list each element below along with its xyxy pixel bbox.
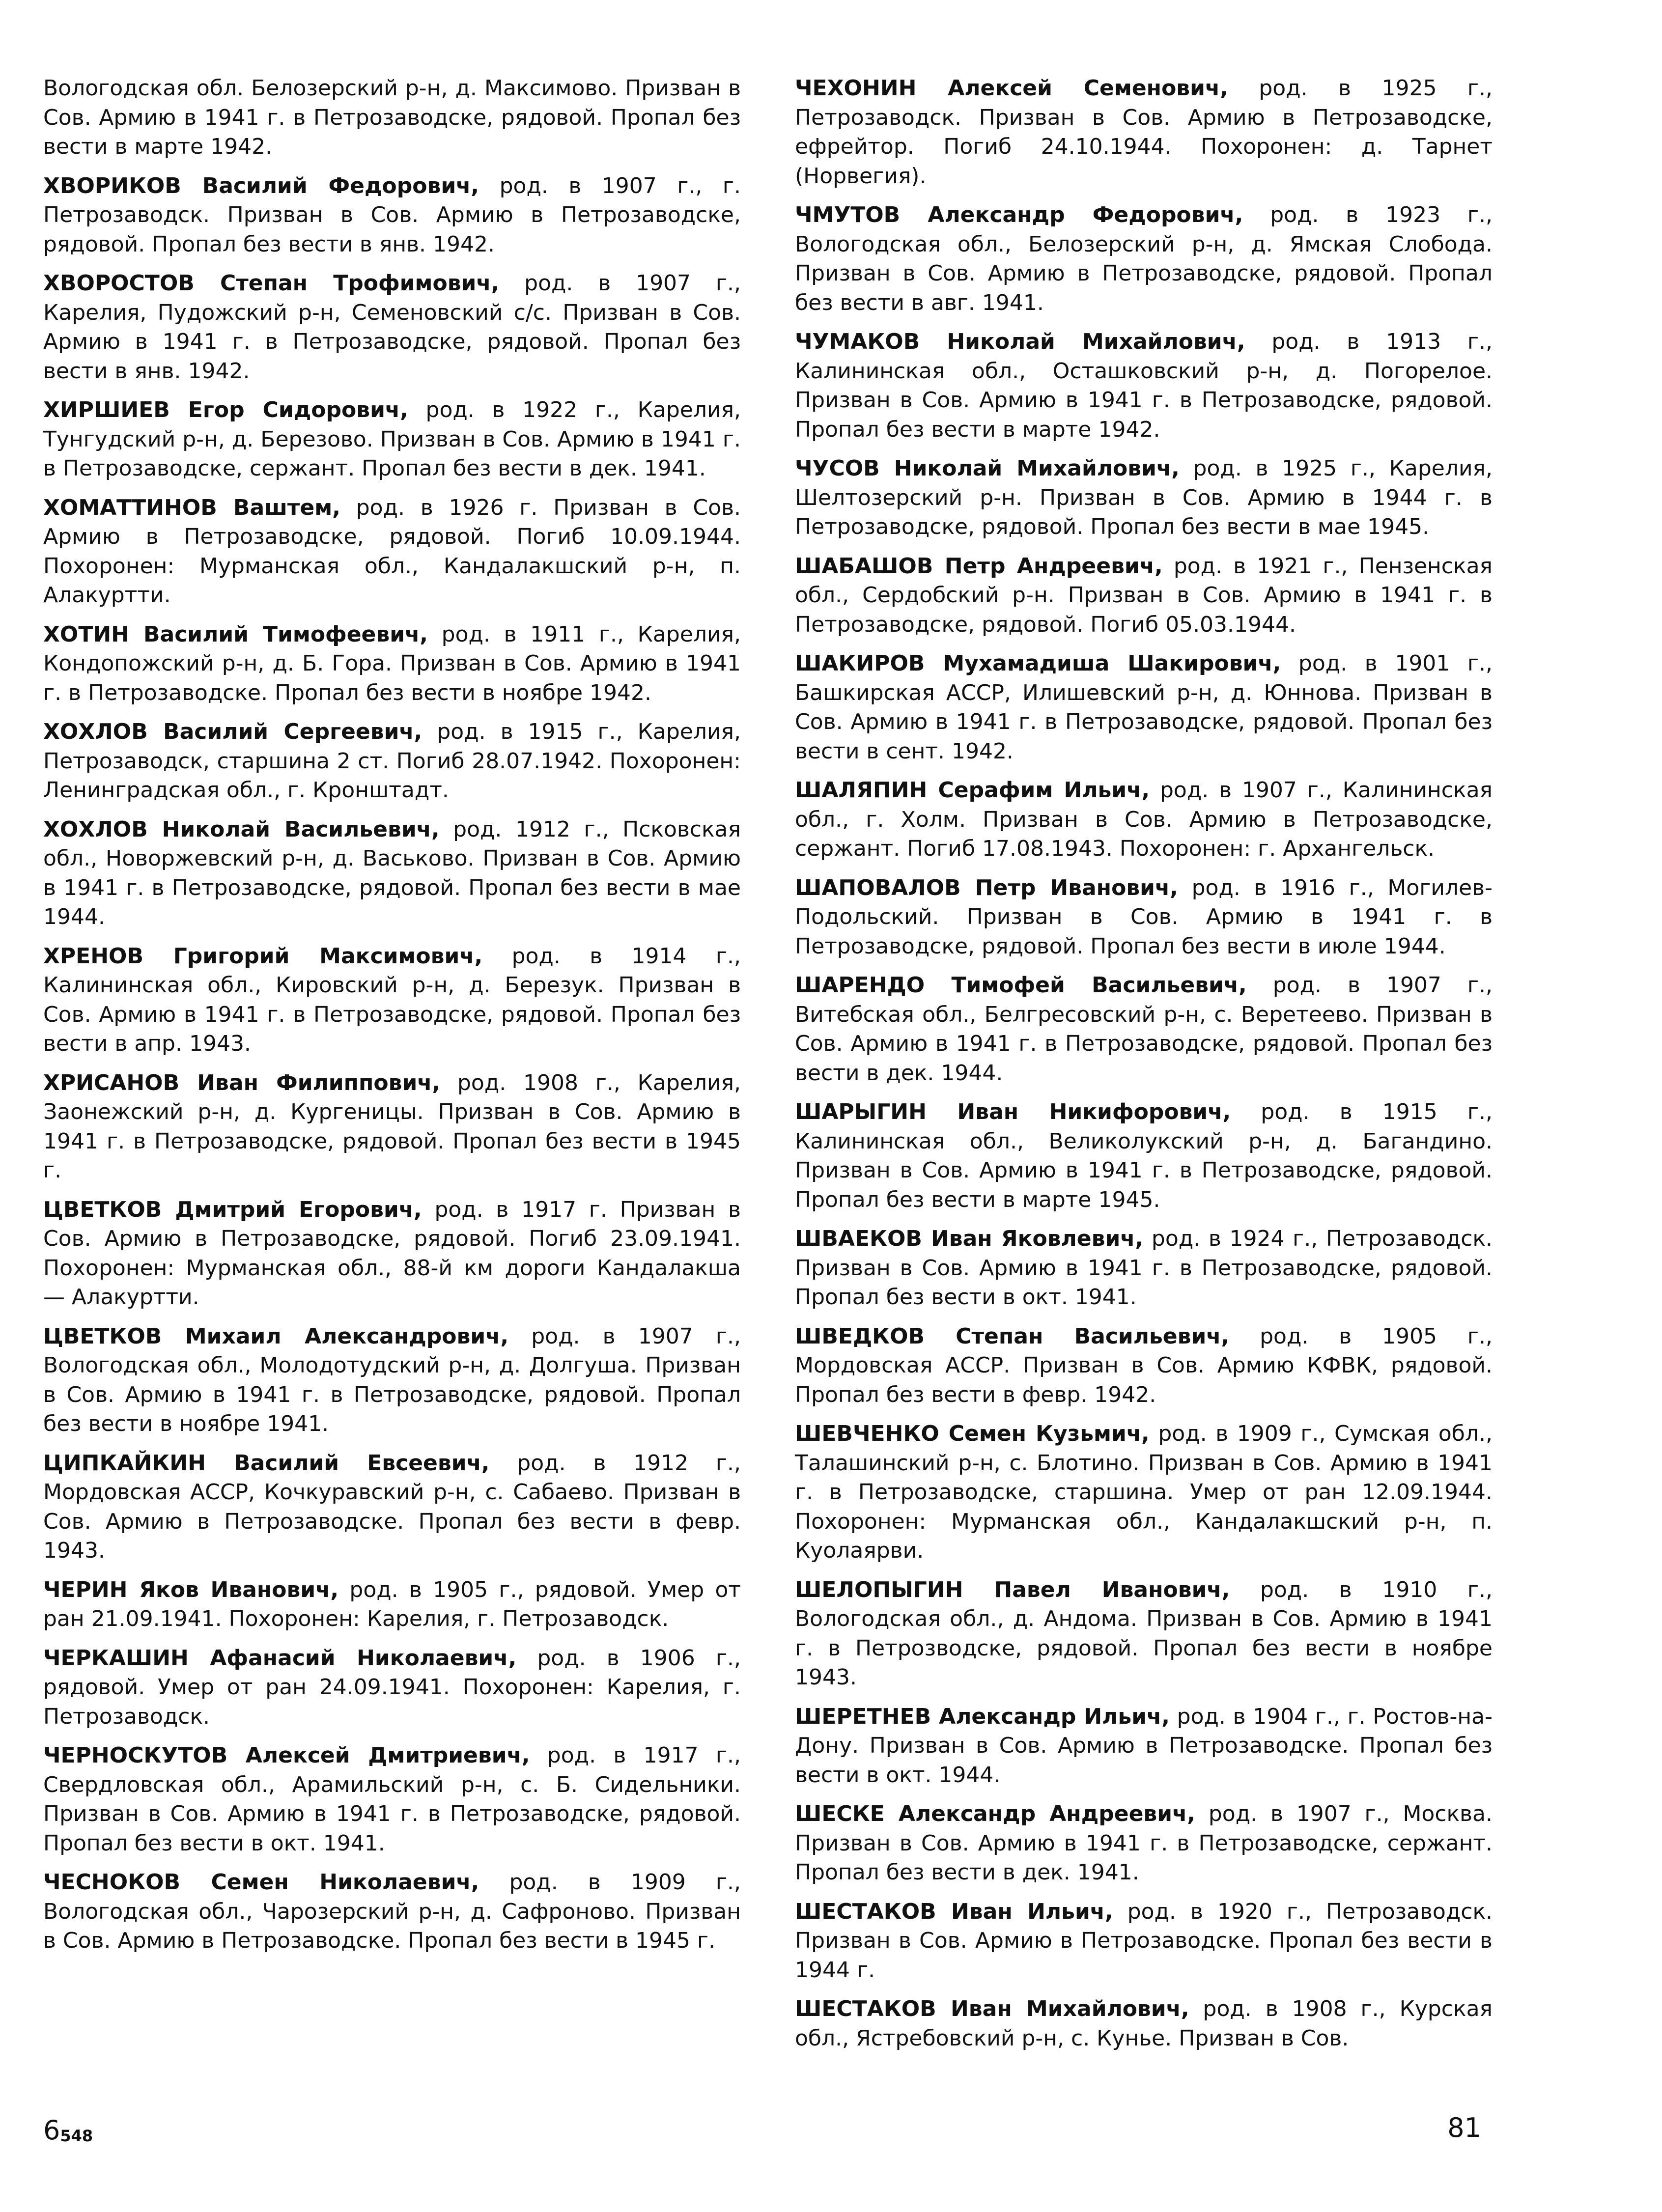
biography-entry [795, 1702, 1493, 1790]
entry-name: ЦВЕТКОВ Дмитрий Егорович, [43, 1197, 422, 1222]
entry-text: род. в 1913 г., Калининская обл., Осташковский р-н, д. Погорелое. Призван в Сов. Армию в 1941 г. в Петрозаводске, рядовой. Пропал без вести в марте 1942. [795, 329, 1493, 442]
entry-name: ШЕСТАКОВ Иван Михайлович, [795, 1996, 1189, 2021]
entry-text: род. в 1921 г., Пензенская обл., Сердобский р-н. Призван в Сов. Армию в 1941 г. в Петрозаводске, рядовой. Погиб 05.03.1944. [795, 553, 1493, 637]
biography-entry [795, 1575, 1493, 1692]
biography-entry [43, 1741, 741, 1858]
entry-name: ШАРЫГИН Иван Никифорович, [795, 1099, 1231, 1124]
biography-entry [795, 971, 1493, 1088]
biography-entry [795, 1097, 1493, 1214]
entry-text: род. в 1914 г., Калининская обл., Кировский р-н, д. Березук. Призван в Сов. Армию в 1941 г. в Петрозаводске, рядовой. Пропал без вести в апр. 1943. [43, 943, 741, 1056]
right-column [795, 74, 1493, 2063]
signature-number: 6 [43, 2115, 60, 2146]
entry-name: ШЕЛОПЫГИН Павел Иванович, [795, 1577, 1230, 1602]
page-number: 81 [1447, 2112, 1481, 2143]
entry-name: ЦИПКАЙКИН Василий Евсеевич, [43, 1450, 490, 1476]
entry-text: род. в 1912 г., Мордовская АССР, Кочкуравский р-н, с. Сабаево. Призван в Сов. Армию в Петрозаводске. Пропал без вести в февр. 1943. [43, 1450, 741, 1563]
entry-text: род. в 1915 г., Калининская обл., Великолукский р-н, д. Багандино. Призван в Сов. Армию в 1941 г. в Петрозаводске, рядовой. Пропал без вести в марте 1945. [795, 1099, 1493, 1212]
entry-text: род. в 1924 г., Петрозаводск. Призван в Сов. Армию в 1941 г. в Петрозаводске, рядовой. Пропал без вести в окт. 1941. [795, 1226, 1493, 1310]
entry-text: род. в 1906 г., рядовой. Умер от ран 24.09.1941. Похоронен: Карелия, г. Петрозаводск. [43, 1645, 741, 1729]
entry-text: род. в 1905 г., Мордовская АССР. Призван в Сов. Армию КФВК, рядовой. Пропал без вести в февр. 1942. [795, 1323, 1493, 1407]
entry-text: род. в 1907 г., Москва. Призван в Сов. Армию в 1941 г. в Петрозаводске, сержант. Пропал без вести в дек. 1941. [795, 1801, 1493, 1885]
entry-name: ШВАЕКОВ Иван Яковлевич, [795, 1226, 1144, 1251]
entry-name: ШАРЕНДО Тимофей Васильевич, [795, 973, 1247, 998]
entry-name: ЧМУТОВ Александр Федорович, [795, 202, 1243, 227]
biography-entry [795, 74, 1493, 191]
biography-entry [43, 717, 741, 805]
entry-text: род. в 1920 г., Петрозаводск. Призван в Сов. Армию в Петрозаводске. Пропал без вести в 1944 г. [795, 1899, 1493, 1983]
biography-entry [795, 552, 1493, 640]
biography-entry [43, 1195, 741, 1312]
entry-name: ШЕСКЕ Александр Андреевич, [795, 1801, 1196, 1826]
entry-text: род. в 1907 г., Вологодская обл., Молодотудский р-н, д. Долгуша. Призван в Сов. Армию в 1941 г. в Петрозаводске, рядовой. Пропал без вести в ноябре 1941. [43, 1323, 741, 1436]
entry-text: род. в 1907 г., Витебская обл., Белгресовский р-н, с. Веретеево. Призван в Сов. Армию в 1941 г. в Петрозаводске, рядовой. Пропал без вести в дек. 1944. [795, 973, 1493, 1086]
entry-name: ХОТИН Василий Тимофеевич, [43, 621, 428, 647]
entry-name: ХОХЛОВ Николай Васильевич, [43, 816, 440, 842]
entry-text: род. в 1922 г., Карелия, Тунгудский р-н, д. Березово. Призван в Сов. Армию в 1941 г. в Петрозаводске, сержант. Пропал без вести в дек. 1941. [43, 397, 741, 481]
biography-entry [43, 1322, 741, 1439]
biography-entry [795, 873, 1493, 961]
entry-text: род. в 1909 г., Сумская обл., Талашинский р-н, с. Блотино. Призван в Сов. Армию в 1941 г. в Петрозаводске, старшина. Умер от ран 12.09.1944. Похоронен: Мурманская обл., Кандалакшский р-н, п. Куолаярви. [795, 1421, 1493, 1563]
entry-name: ШАПОВАЛОВ Петр Иванович, [795, 875, 1178, 900]
biography-entry [43, 620, 741, 708]
entry-text: род. в 1917 г. Призван в Сов. Армию в Петрозаводске, рядовой. Погиб 23.09.1941. Похоронен: Мурманская обл., 88-й км дороги Кандалакша — Алакуртти. [43, 1197, 741, 1310]
entry-name: ЦВЕТКОВ Михаил Александрович, [43, 1323, 509, 1349]
biography-entry [43, 942, 741, 1059]
entry-name: ХОМАТТИНОВ Ваштем, [43, 495, 340, 520]
biography-entry [795, 327, 1493, 444]
entry-text: род. в 1909 г., Вологодская обл., Чарозерский р-н, д. Сафроново. Призван в Сов. Армию в Петрозаводске. Пропал без вести в 1945 г. [43, 1870, 741, 1953]
entry-text: род. в 1915 г., Карелия, Петрозаводск, старшина 2 ст. Погиб 28.07.1942. Похоронен: Ленинградская обл., г. Кронштадт. [43, 719, 741, 803]
biography-entry [43, 1868, 741, 1956]
biography-entry [43, 1068, 741, 1185]
biography-entry [795, 200, 1493, 317]
entry-name: ШАЛЯПИН Серафим Ильич, [795, 778, 1150, 803]
entry-name: ЧЕРИН Яков Иванович, [43, 1577, 339, 1602]
biography-entry [43, 1644, 741, 1732]
biography-entry [43, 171, 741, 259]
entry-text: род. в 1904 г., г. Ростов-на-Дону. Призван в Сов. Армию в Петрозаводске. Пропал без вести в окт. 1944. [795, 1704, 1493, 1788]
entry-name: ШЕСТАКОВ Иван Ильич, [795, 1899, 1113, 1924]
entry-name: ЧУСОВ Николай Михайлович, [795, 456, 1180, 481]
biography-entry [43, 815, 741, 932]
entry-text: род. в 1911 г., Карелия, Кондопожский р-н, д. Б. Гора. Призван в Сов. Армию в 1941 г. в Петрозаводске. Пропал без вести в ноябре 1942. [43, 621, 741, 705]
entry-text: род. 1908 г., Карелия, Заонежский р-н, д. Кургеницы. Призван в Сов. Армию в 1941 г. в Петрозаводске, рядовой. Пропал без вести в 1945 г. [43, 1070, 741, 1183]
entry-name: ЧЕРКАШИН Афанасий Николаевич, [43, 1645, 517, 1671]
entry-name: ШВЕДКОВ Степан Васильевич, [795, 1323, 1230, 1349]
biography-entry [795, 1994, 1493, 2053]
biography-entry [795, 1897, 1493, 1985]
entry-text: род. в 1925 г., Петрозаводск. Призван в Сов. Армию в Петрозаводске, ефрейтор. Погиб 24.10.1944. Похоронен: д. Тарнет (Норвегия). [795, 76, 1493, 189]
entry-name: ШАБАШОВ Петр Андреевич, [795, 553, 1163, 579]
entry-text: род. в 1907 г., г. Петрозаводск. Призван в Сов. Армию в Петрозаводске, рядовой. Пропал без вести в янв. 1942. [43, 173, 741, 257]
biography-entry [795, 454, 1493, 542]
entry-name: ЧЕРНОСКУТОВ Алексей Дмитриевич, [43, 1743, 530, 1768]
biography-entry [795, 1224, 1493, 1312]
entry-text: род. в 1923 г., Вологодская обл., Белозерский р-н, д. Ямская Слобода. Призван в Сов. Армию в Петрозаводске, рядовой. Пропал без вести в авг. 1941. [795, 202, 1493, 315]
entry-name: ХИРШИЕВ Егор Сидорович, [43, 397, 408, 422]
left-column [43, 74, 741, 1965]
biography-entry [43, 493, 741, 610]
entry-text: род. в 1901 г., Башкирская АССР, Илишевский р-н, д. Юннова. Призван в Сов. Армию в 1941 г. в Петрозаводске, рядовой. Пропал без вести в сент. 1942. [795, 651, 1493, 764]
biography-entry [795, 649, 1493, 766]
entry-text: Вологодская обл. Белозерский р-н, д. Максимово. Призван в Сов. Армию в 1941 г. в Петрозаводске, рядовой. Пропал без вести в марте 1942. [43, 76, 741, 159]
biography-entry [43, 74, 741, 162]
entry-name: ХРИСАНОВ Иван Филиппович, [43, 1070, 441, 1095]
entry-name: ХВОРИКОВ Василий Федорович, [43, 173, 479, 198]
entry-text: род. 1912 г., Псковская обл., Новоржевский р-н, д. Васьково. Призван в Сов. Армию в 1941 г. в Петрозаводске, рядовой. Пропал без вести в мае 1944. [43, 816, 741, 929]
entry-name: ЧУМАКОВ Николай Михайлович, [795, 329, 1245, 354]
entry-name: ЧЕХОНИН Алексей Семенович, [795, 76, 1228, 101]
entry-name: ШАКИРОВ Мухамадиша Шакирович, [795, 651, 1281, 676]
entry-text: род. в 1917 г., Свердловская обл., Арамильский р-н, с. Б. Сидельники. Призван в Сов. Армию в 1941 г. в Петрозаводске, рядовой. Пропал без вести в окт. 1941. [43, 1743, 741, 1856]
entry-text: род. в 1926 г. Призван в Сов. Армию в Петрозаводске, рядовой. Погиб 10.09.1944. Похоронен: Мурманская обл., Кандалакшский р-н, п. Алакуртти. [43, 495, 741, 608]
entry-text: род. в 1908 г., Курская обл., Ястребовский р-н, с. Кунье. Призван в Сов. [795, 1996, 1493, 2051]
biography-entry [795, 1419, 1493, 1566]
entry-text: род. в 1907 г., Калининская обл., г. Холм. Призван в Сов. Армию в Петрозаводске, сержант. Погиб 17.08.1943. Похоронен: г. Архангельск. [795, 778, 1493, 861]
biography-entry [43, 269, 741, 386]
entry-text: род. в 1910 г., Вологодская обл., д. Андома. Призван в Сов. Армию в 1941 г. в Петрозводске, рядовой. Пропал без вести в ноябре 1943. [795, 1577, 1493, 1690]
entry-text: род. в 1907 г., Карелия, Пудожский р-н, Семеновский с/с. Призван в Сов. Армию в 1941 г. в Петрозаводске, рядовой. Пропал без вести в янв. 1942. [43, 271, 741, 384]
entry-text: род. в 1925 г., Карелия, Шелтозерский р-н. Призван в Сов. Армию в 1944 г. в Петрозаводске, рядовой. Пропал без вести в мае 1945. [795, 456, 1493, 539]
biography-entry [795, 776, 1493, 864]
biography-entry [43, 1449, 741, 1566]
entry-name: ХРЕНОВ Григорий Максимович, [43, 943, 483, 969]
entry-name: ШЕВЧЕНКО Семен Кузьмич, [795, 1421, 1150, 1446]
biography-entry [43, 1575, 741, 1634]
entry-name: ХОХЛОВ Василий Сергеевич, [43, 719, 423, 744]
signature-subscript: 548 [60, 2127, 93, 2145]
entry-text: род. в 1916 г., Могилев-Подольский. Призван в Сов. Армию в 1941 г. в Петрозаводске, рядовой. Пропал без вести в июле 1944. [795, 875, 1493, 959]
printer-signature-mark [43, 2115, 93, 2146]
biography-entry [43, 395, 741, 483]
biography-entry [795, 1799, 1493, 1887]
entry-name: ХВОРОСТОВ Степан Трофимович, [43, 271, 500, 296]
entry-name: ШЕРЕТНЕВ Александр Ильич, [795, 1704, 1170, 1729]
entry-name: ЧЕСНОКОВ Семен Николаевич, [43, 1870, 479, 1895]
entry-text: род. в 1905 г., рядовой. Умер от ран 21.09.1941. Похоронен: Карелия, г. Петрозаводск. [43, 1577, 741, 1631]
biography-entry [795, 1322, 1493, 1410]
